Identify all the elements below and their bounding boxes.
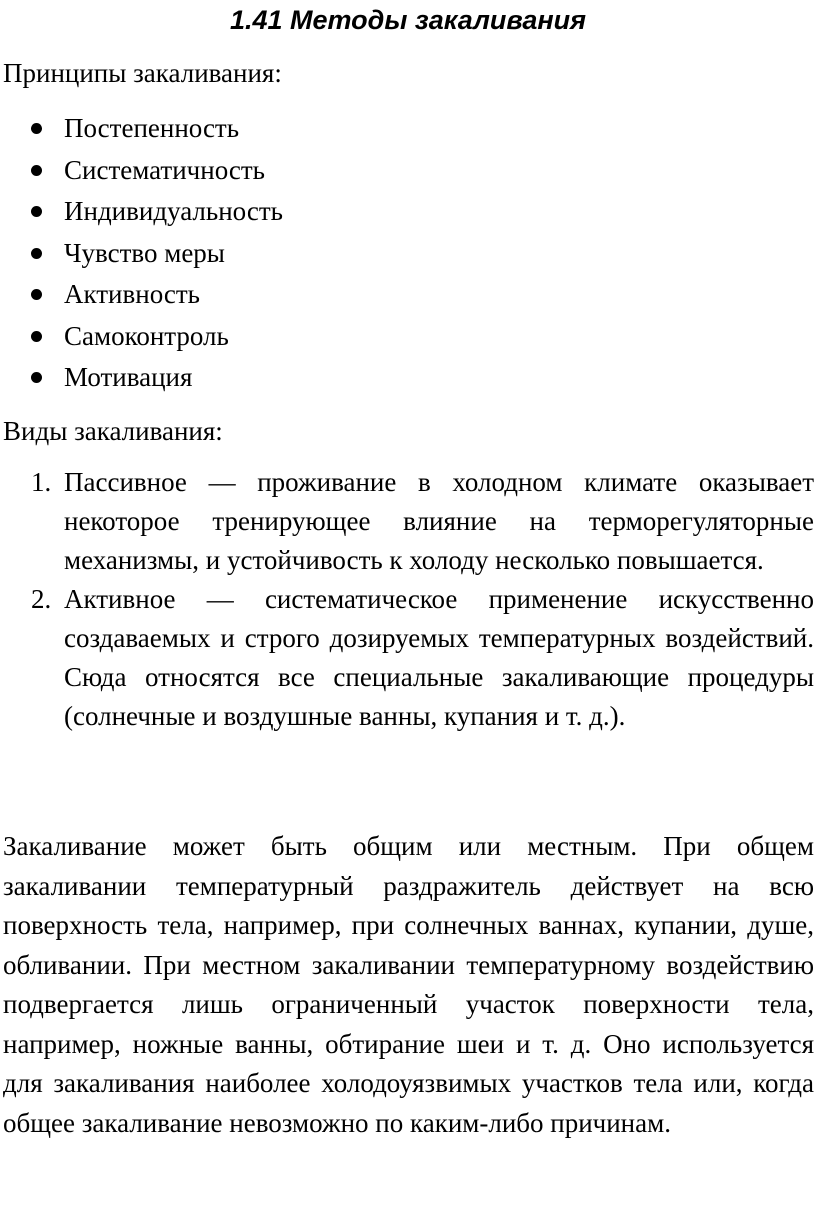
list-item-label: Чувство меры [64, 237, 225, 268]
list-item-label: Активность [64, 279, 200, 309]
types-heading: Виды закаливания: [3, 416, 223, 446]
list-item [0, 318, 283, 360]
list-item [0, 193, 283, 235]
list-item-label: Постепенность [64, 113, 240, 143]
types-list [0, 463, 816, 736]
numbered-item-active [0, 580, 816, 736]
body-paragraph: Закаливание может быть общим или местным. При общем закаливании температурный раздражитель действует на всю поверхность тела, например, при солнечных ваннах, купании, душе, обливании. При местном закаливании температурному воздействию подвергается лишь ограниченный участок поверхности тела, например, ножные ванны, обтирание шеи и т. д. Оно используется для закаливания наиболее холодоуязвимых участков тела или, когда общее закаливание невозможно по каким-либо причинам. [3, 831, 814, 1138]
item-number: 1. [31, 467, 52, 497]
item-text: Активное — систематическое применение искусственно создаваемых и строго дозируемых температурных воздействий. Сюда относятся все специальные закаливающие процедуры (солнечные и воздушные ванны, купания и т. д.). [64, 584, 814, 731]
bullet-icon [31, 372, 42, 383]
numbered-item-passive [0, 463, 816, 580]
list-item [0, 152, 283, 194]
list-item-label: Индивидуальность [64, 196, 283, 226]
list-item [0, 110, 283, 152]
list-item-label: Систематичность [64, 154, 265, 185]
bullet-icon [31, 289, 42, 300]
list-item [0, 359, 283, 401]
bullet-icon [31, 206, 42, 217]
bullet-icon [31, 331, 42, 342]
list-item-label: Самоконтроль [64, 320, 229, 351]
principles-heading: Принципы закаливания: [3, 58, 282, 88]
item-number: 2. [31, 584, 52, 614]
bullet-icon [31, 123, 42, 134]
bullet-icon [31, 165, 42, 176]
list-item [0, 276, 283, 318]
principles-list [0, 110, 283, 401]
item-text: Пассивное — проживание в холодном климате оказывает некоторое тренирующее влияние на терморегуляторные механизмы, и устойчивость к холоду несколько повышается. [64, 467, 814, 575]
page-title: 1.41 Методы закаливания [229, 5, 587, 35]
list-item [0, 235, 283, 277]
list-item-label: Мотивация [64, 362, 193, 392]
bullet-icon [31, 248, 42, 259]
